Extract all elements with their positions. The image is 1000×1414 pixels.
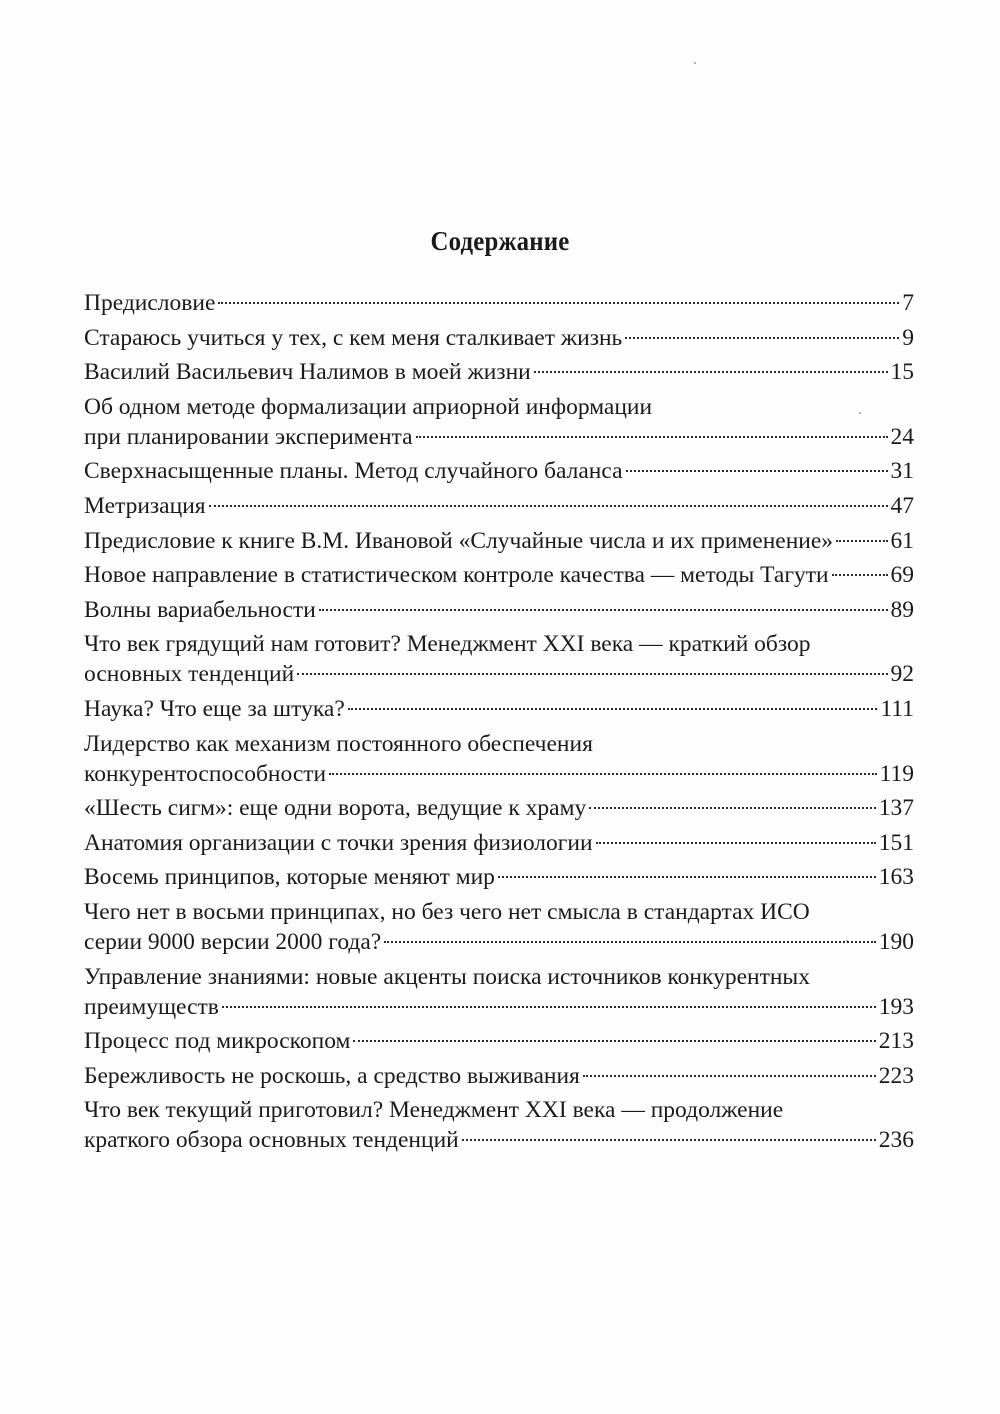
- toc-entry: [84, 1061, 914, 1091]
- toc-title: Содержание: [430, 226, 570, 256]
- dot-leader: [596, 842, 876, 844]
- dot-leader: [222, 1006, 876, 1008]
- toc-page-number: 61: [890, 527, 914, 554]
- toc-page-number: 7: [902, 290, 914, 316]
- dot-leader: [353, 1040, 875, 1042]
- toc-page-number: 69: [890, 562, 914, 589]
- toc-entry: [84, 962, 914, 1022]
- toc-entry-line: [84, 659, 914, 689]
- toc-page-number: 111: [880, 695, 914, 722]
- toc-entry-line: [84, 456, 914, 486]
- toc-entry-line: [84, 992, 914, 1022]
- toc-entry: [84, 456, 914, 486]
- toc-entry-title: при планировании эксперимента: [84, 423, 413, 450]
- toc-entry: [84, 1095, 914, 1155]
- toc-entry-line: [84, 629, 914, 659]
- toc-entry-line: [84, 595, 914, 625]
- toc-entry-title: серии 9000 версии 2000 года?: [84, 928, 382, 955]
- dot-leader: [297, 673, 887, 675]
- toc-page-number: 213: [878, 1028, 914, 1055]
- toc-entry: [84, 392, 914, 452]
- toc-entry-line: [84, 560, 914, 590]
- toc-page-number: 89: [890, 596, 914, 623]
- toc-entry-title: Процесс под микроскопом: [84, 1028, 351, 1055]
- toc-entry-title: Что век грядущий нам готовит? Менеджмент XXI века — краткий обзор: [84, 631, 811, 658]
- toc-entry-line: [84, 422, 914, 452]
- toc-page-number: 31: [890, 458, 914, 485]
- toc-entry-title: Стараюсь учиться у тех, с кем меня сталкивает жизнь: [84, 324, 623, 351]
- toc-page-number: 190: [878, 928, 914, 955]
- toc-entry-title: краткого обзора основных тенденций: [84, 1127, 459, 1154]
- dot-leader: [329, 773, 877, 775]
- toc-entry-line: [84, 927, 914, 957]
- toc-entry-title: преимуществ: [84, 993, 219, 1020]
- toc-entry-title: Наука? Что еще за штука?: [84, 695, 345, 722]
- toc-entry: [84, 526, 914, 556]
- dot-leader: [498, 876, 876, 878]
- toc-page-number: 236: [878, 1127, 914, 1154]
- dot-leader: [416, 436, 888, 438]
- dot-leader: [832, 574, 888, 576]
- toc-page-number: 15: [890, 359, 914, 386]
- toc-entry-line: [84, 1061, 914, 1091]
- toc-page-number: 223: [878, 1062, 914, 1089]
- toc-entry-title: Анатомия организации с точки зрения физиологии: [84, 829, 593, 856]
- scan-speck: [694, 62, 696, 64]
- toc-entry: [84, 323, 914, 353]
- toc-entry: [84, 694, 914, 724]
- table-of-contents: [84, 288, 914, 1160]
- dot-leader: [209, 505, 888, 507]
- toc-entry-line: [84, 323, 914, 353]
- dot-leader: [625, 337, 899, 339]
- toc-page-number: 24: [890, 423, 914, 450]
- toc-page-number: 151: [878, 829, 914, 856]
- toc-entry-title: Сверхнасыщенные планы. Метод случайного баланса: [84, 458, 623, 485]
- toc-entry: [84, 729, 914, 789]
- toc-entry-line: [84, 729, 914, 759]
- toc-entry-line: [84, 526, 914, 556]
- toc-entry-line: [84, 1095, 914, 1125]
- toc-page-number: 119: [879, 760, 914, 787]
- toc-entry: [84, 793, 914, 823]
- dot-leader: [583, 1075, 876, 1077]
- toc-page-number: 137: [878, 795, 914, 822]
- toc-entry-line: [84, 793, 914, 823]
- dot-leader: [836, 540, 887, 542]
- toc-entry-line: [84, 897, 914, 927]
- toc-entry-title: Предисловие: [84, 290, 216, 316]
- toc-page-number: 47: [890, 492, 914, 519]
- toc-entry-title: Василий Васильевич Налимов в моей жизни: [84, 359, 531, 386]
- toc-entry-line: [84, 392, 914, 422]
- toc-entry: [84, 828, 914, 858]
- toc-entry: [84, 491, 914, 521]
- toc-entry-title: Об одном методе формализации априорной информации: [84, 393, 653, 420]
- toc-entry: [84, 862, 914, 892]
- toc-entry: [84, 897, 914, 957]
- toc-entry: [84, 357, 914, 387]
- toc-entry-line: [84, 694, 914, 724]
- dot-leader: [626, 470, 888, 472]
- toc-entry: [84, 560, 914, 590]
- toc-entry-title: Что век текущий приготовил? Менеджмент XXI века — продолжение: [84, 1097, 784, 1124]
- toc-entry-title: Лидерство как механизм постоянного обеспечения: [84, 730, 593, 757]
- dot-leader: [462, 1139, 876, 1141]
- toc-entry-title: Предисловие к книге В.М. Ивановой «Случайные числа и их применение»: [84, 527, 834, 554]
- toc-entry-title: «Шесть сигм»: еще одни ворота, ведущие к храму: [84, 795, 587, 822]
- toc-entry-line: [84, 759, 914, 789]
- dot-leader: [348, 708, 878, 710]
- toc-entry-title: Чего нет в восьми принципах, но без чего нет смысла в стандартах ИСО: [84, 898, 810, 925]
- toc-entry-title: Метризация: [84, 492, 206, 519]
- toc-entry-line: [84, 962, 914, 992]
- toc-entry-title: Бережливость не роскошь, а средство выживания: [84, 1062, 580, 1089]
- toc-entry: [84, 1026, 914, 1056]
- toc-entry-line: [84, 357, 914, 387]
- dot-leader: [384, 941, 876, 943]
- toc-entry-title: Новое направление в статистическом контроле качества — методы Тагути: [84, 562, 829, 589]
- toc-entry-title: Управление знаниями: новые акценты поиска источников конкурентных: [84, 963, 810, 990]
- toc-page-number: 163: [878, 864, 914, 891]
- toc-entry-line: [84, 862, 914, 892]
- toc-entry-line: [84, 1026, 914, 1056]
- dot-leader: [534, 371, 888, 373]
- toc-entry-title: конкурентоспособности: [84, 760, 327, 787]
- toc-entry: [84, 595, 914, 625]
- dot-leader: [589, 807, 876, 809]
- toc-entry-line: [84, 828, 914, 858]
- toc-entry: [84, 629, 914, 689]
- toc-page-number: 193: [878, 993, 914, 1020]
- toc-entry-title: основных тенденций: [84, 661, 295, 688]
- dot-leader: [218, 302, 899, 304]
- toc-entry: [84, 288, 914, 318]
- toc-entry-title: Восемь принципов, которые меняют мир: [84, 864, 495, 891]
- toc-entry-line: [84, 491, 914, 521]
- toc-page-number: 9: [902, 324, 914, 351]
- dot-leader: [319, 609, 888, 611]
- toc-entry-line: [84, 1125, 914, 1155]
- toc-entry-title: Волны вариабельности: [84, 596, 316, 623]
- toc-entry-line: [84, 288, 914, 318]
- toc-page-number: 92: [890, 661, 914, 688]
